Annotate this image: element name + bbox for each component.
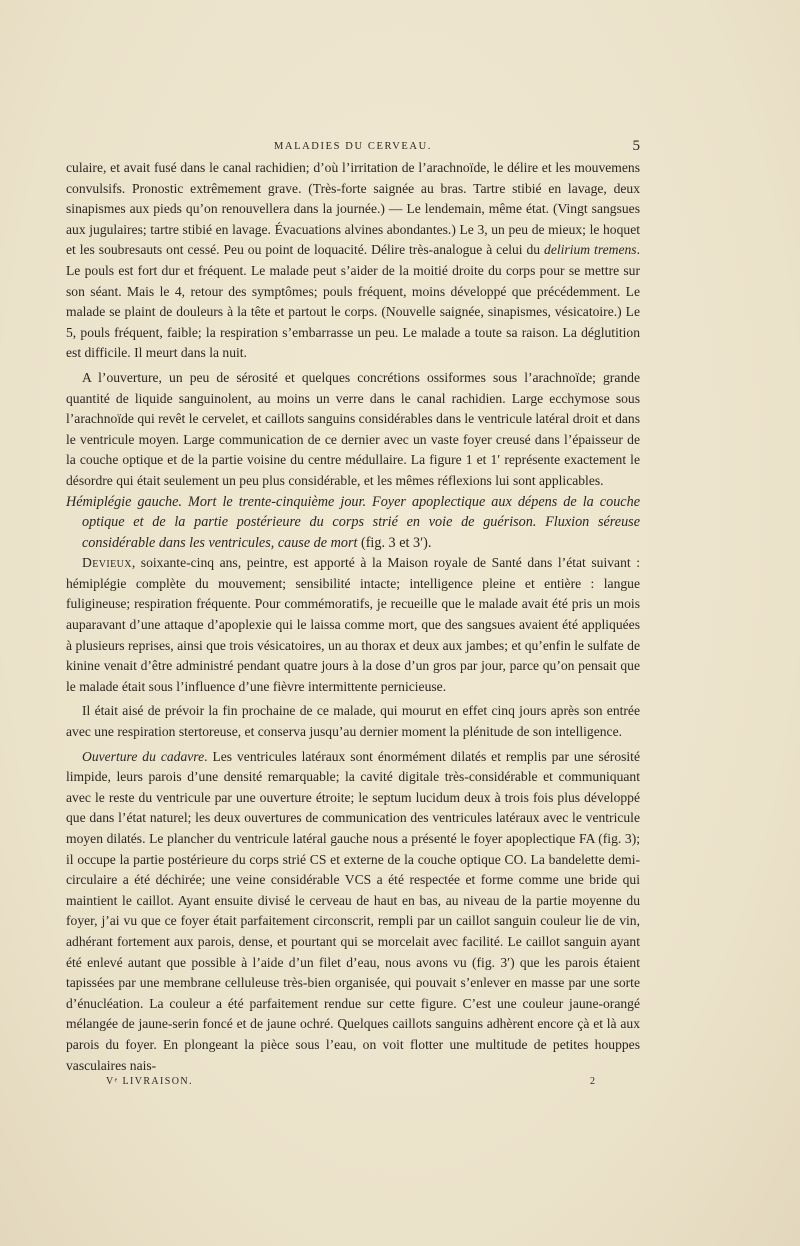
page-header	[66, 138, 640, 158]
paragraph-text: . Les ventricules latéraux sont énormément dilatés et remplis par une sérosité limpide, leurs parois d’une densité remarquable; la cavité digitale très-considérable et communiquant avec le reste du ventricule par une ouverture étroite; le septum lucidum deux à trois fois plus développé que dans l’état naturel; les deux ouvertures de communication des ventricules latéraux avec le ventricule moyen dilatés. Le plancher du ventricule latéral gauche nous a présenté le foyer apoplectique FA (fig. 3); il occupe la partie postérieure du corps strié CS et externe de la couche optique CO. La bandelette demi-circulaire a été déchirée; une veine considérable VCS a été respectée et forme comme une bride qui maintient le caillot. Ayant ensuite divisé le cerveau de haut en bas, au niveau de la partie moyenne du foyer, j’ai vu que ce foyer était parfaitement circonscrit, rempli par un caillot sanguin couleur lie de vin, adhérant fortement aux parois, dense, et pourtant qui se morcelait avec facilité. Le caillot sanguin ayant été enlevé autant que possible à l’aide d’un filet d’eau, nous avons vu (fig. 3′) que les parois étaient tapissées par une membrane celluleuse très-bien organisée, qui pouvait s’enlever en masse par une sorte d’énucléation. La couleur a été parfaitement rendue sur cette figure. C’est une couleur jaune-orangé mélangée de jaune-serin foncé et de jaune ochré. Quelques caillots sanguins adhèrent encore çà et là aux parois du foyer. En plongeant la pièce sous l’eau, on voit flotter une multitude de petites houppes vasculaires nais-	[66, 748, 640, 1073]
case-heading-text: Hémiplégie gauche. Mort le trente-cinquième jour. Foyer apoplectique aux dépens de la couche optique et de la partie postérieure du corps strié en voie de guérison. Fluxion séreuse considérable dans les ventricules, cause de mort	[66, 493, 640, 551]
paragraph-case-intro	[66, 553, 640, 697]
page-footer	[106, 1076, 606, 1092]
patient-name: Devieux	[82, 555, 132, 571]
paragraph-text: , soixante-cinq ans, peintre, est apporté à la Maison royale de Santé dans l’état suivant : hémiplégie complète du mouvement; sensibilité intacte; intelligence pleine et entière : langue fuligineuse; respiration fréquente. Pour commémoratifs, je recueille que le malade avait été pris un mois auparavant d’une attaque d’apoplexie qui le laissa comme mort, que des sangsues avaient été appliquées à plusieurs reprises, ainsi que trois vésicatoires, un au thorax et deux aux jambes; et qu’enfin le sulfate de kinine venait d’être administré pendant quatre jours à la dose d’un gros par jour, parce qu’on pensait que le malade était sous l’influence d’une fièvre intermittente pernicieuse.	[66, 555, 640, 694]
paragraph-cadaver	[66, 747, 640, 1077]
figure-reference: (fig. 3 et 3′).	[357, 534, 432, 551]
page-body	[66, 158, 640, 1076]
paragraph-text: . Le pouls est fort dur et fréquent. Le malade peut s’aider de la moitié droite du corps pour se mettre sur son séant. Mais le 4, retour des symptômes; pouls fréquent, moins développé que précédemment. Le malade se plaint de douleurs à la tête et partout le corps. (Nouvelle saignée, sinapismes, vésicatoire.) Le 5, pouls fréquent, faible; la respiration s’embarrasse un peu. Le malade a toute sa raison. La déglutition est difficile. Il meurt dans la nuit.	[66, 242, 640, 361]
case-heading	[66, 492, 640, 554]
paragraph-outcome: Il était aisé de prévoir la fin prochaine de ce malade, qui mourut en effet cinq jours après son entrée avec une respiration stertoreuse, et conserva jusqu’au dernier moment la plénitude de son intelligence.	[66, 703, 640, 740]
paragraph-case-continued	[66, 158, 640, 364]
running-head: MALADIES DU CERVEAU.	[273, 141, 433, 152]
sheet-number: 2	[590, 1076, 597, 1087]
latin-term: delirium tremens	[544, 242, 637, 258]
paragraph-text: culaire, et avait fusé dans le canal rachidien; d’où l’irritation de l’arachnoïde, le délire et les mouvemens convulsifs. Pronostic extrêmement grave. (Très-forte saignée au bras. Tartre stibié en lavage, deux sinapismes aux pieds qu’on renouvellera dans la journée.) — Le lendemain, même état. (Vingt sangsues aux jugulaires; tartre stibié en lavage. Évacuations alvines abondantes.) Le 3, un peu de mieux; le hoquet et les soubresauts ont cessé. Peu ou point de loquacité. Délire très-analogue à celui du	[66, 160, 640, 258]
signature-mark: Vᵉ LIVRAISON.	[106, 1076, 193, 1087]
paragraph-autopsy: A l’ouverture, un peu de sérosité et quelques concrétions ossiformes sous l’arachnoïde; grande quantité de liquide sanguinolent, au moins un verre dans le canal rachidien. Large ecchymose sous l’arachnoïde qui revêt le cervelet, et caillots sanguins considérables dans le ventricule latéral droit et dans le ventricule moyen. Large communication de ce dernier avec un vaste foyer creusé dans l’épaisseur de la couche optique et de la partie voisine du centre médullaire. La figure 1 et 1′ représente exactement le désordre qui était seulement un peu plus considérable, et les mêmes réflexions lui sont applicables.	[66, 369, 640, 488]
section-label: Ouverture du cadavre	[82, 748, 205, 764]
page-number: 5	[632, 138, 640, 154]
